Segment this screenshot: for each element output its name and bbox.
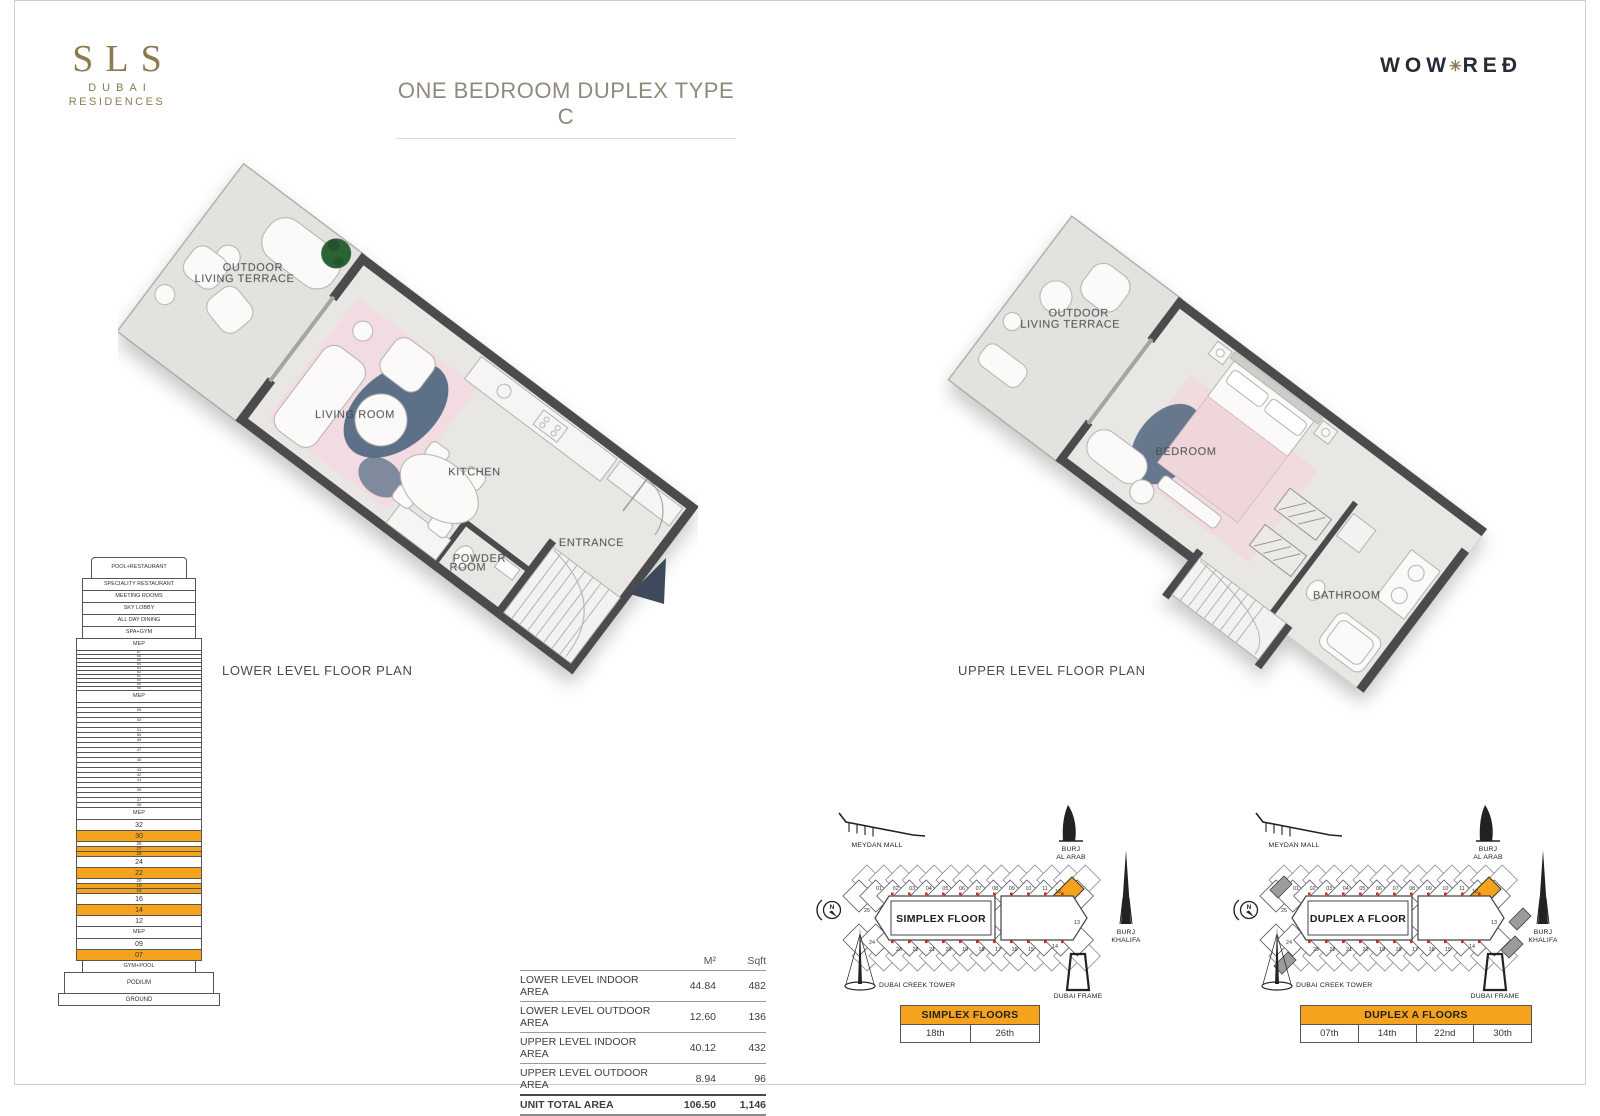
unit-entry-dot xyxy=(959,893,962,896)
unit-entry-dot xyxy=(925,893,928,896)
corridor-right xyxy=(1001,896,1087,940)
unit-number: 17 xyxy=(1412,947,1418,953)
unit-number: 09 xyxy=(1008,886,1015,892)
unit-entry-dot xyxy=(1359,893,1362,896)
wowred-wow: WOW xyxy=(1380,54,1452,77)
unit-entry-dot xyxy=(993,941,996,944)
unit-number: 02 xyxy=(1309,886,1316,892)
area-table-header: M² Sqft xyxy=(520,952,766,971)
page-title: ONE BEDROOM DUPLEX TYPE C xyxy=(396,78,736,139)
unit-entry-dot xyxy=(976,893,979,896)
sls-residences-logo xyxy=(52,40,182,108)
unit-number: 20 xyxy=(1362,947,1369,953)
area-table-row: LOWER LEVEL OUTDOOR AREA 12.60 136 xyxy=(520,1002,766,1033)
unit-entry-dot xyxy=(1308,893,1311,896)
tower-floor-row: SPECIALITY RESTAURANT xyxy=(82,578,196,591)
landmark-label: BURJ xyxy=(1478,846,1498,853)
tower-floor-row: 41 xyxy=(76,777,202,783)
unit-entry-dot xyxy=(925,941,928,944)
unit-entry-dot xyxy=(1427,941,1430,944)
tower-floor-row: MEP xyxy=(76,807,202,820)
unit-entry-dot xyxy=(993,893,996,896)
duplex-a-floors-table xyxy=(1300,1005,1532,1043)
landmark-label: DUBAI FRAME xyxy=(1053,993,1103,998)
unit-number: 10 xyxy=(1025,886,1032,892)
unit-number: 07 xyxy=(1392,886,1399,892)
unit-entry-dot xyxy=(942,941,945,944)
tower-floor-row: 12 xyxy=(76,915,202,927)
unit-entry-dot xyxy=(1308,941,1311,944)
unit-number: 13 xyxy=(1491,920,1497,926)
tower-floor-row: 59 xyxy=(76,682,202,687)
unit-number: 01 xyxy=(876,886,882,892)
tower-floor-row: 55 xyxy=(76,707,202,713)
unit-entry-dot xyxy=(1478,893,1481,896)
unit-number: 07 xyxy=(975,886,982,892)
unit-entry-dot xyxy=(1410,893,1413,896)
sls-logo-text: SLS xyxy=(72,38,174,80)
corridor-right xyxy=(1418,896,1504,940)
label-outdoor-terrace-1: OUTDOOR xyxy=(1048,307,1109,320)
tower-floor-row: 47 xyxy=(76,747,202,753)
tower-floor-row: 20 xyxy=(76,878,202,884)
label-outdoor-terrace-2: LIVING TERRACE xyxy=(194,273,295,286)
landmark-label: DUBAI CREEK TOWER xyxy=(879,982,956,989)
tower-floor-row: SPA+GYM xyxy=(82,626,196,639)
tower-floor-row: 45 xyxy=(76,757,202,763)
tower-floor-row: PODIUM xyxy=(64,972,214,994)
tower-floor-row: 07 xyxy=(76,949,202,961)
unit-number: 09 xyxy=(1425,886,1432,892)
tower-floor-row: MEP xyxy=(76,690,202,703)
unit-entry-dot xyxy=(976,941,979,944)
floor-type-label: DUPLEX A FLOOR xyxy=(1309,913,1407,925)
tower-floor-row: 60 xyxy=(76,678,202,683)
burj-al-arab-icon xyxy=(1063,805,1076,841)
tower-floor-row: GYM+POOL xyxy=(82,960,196,973)
floors-table-cell: 30th xyxy=(1473,1025,1531,1042)
unit-entry-dot xyxy=(1044,893,1047,896)
tower-floor-row: 51 xyxy=(76,727,202,733)
floors-table-cells xyxy=(901,1025,1039,1042)
sls-logo-sub-dubai: DUBAI xyxy=(88,82,152,94)
tower-floor-row: 37 xyxy=(76,797,202,803)
unit-number: 20 xyxy=(945,947,952,953)
unit-number: 08 xyxy=(992,886,999,892)
unit-number: 18 xyxy=(978,947,985,953)
unit-number: 02 xyxy=(892,886,899,892)
unit-number: 17 xyxy=(995,947,1001,953)
unit-number: 11 xyxy=(1042,886,1048,892)
tower-floor-row: ALL DAY DINING xyxy=(82,614,196,627)
upper-plan-caption: UPPER LEVEL FLOOR PLAN xyxy=(958,663,1146,678)
landmark-label: BURJ xyxy=(1061,846,1081,853)
floors-table-title: SIMPLEX FLOORS xyxy=(901,1006,1039,1025)
label-powder-1: POWDER xyxy=(452,552,507,565)
unit-entry-dot xyxy=(1444,941,1447,944)
tower-floor-row: 53 xyxy=(76,717,202,723)
entrance-arrow-icon xyxy=(620,550,680,612)
unit-number: 05 xyxy=(942,886,949,892)
tower-floor-row: 42 xyxy=(76,772,202,778)
unit-number: 03 xyxy=(909,886,916,892)
landmark-label: KHALIFA xyxy=(1111,937,1141,944)
svg-text:N: N xyxy=(829,904,835,911)
tower-floor-row: GROUND xyxy=(58,993,220,1006)
unit-number: 19 xyxy=(1379,947,1385,953)
area-table xyxy=(520,952,766,1116)
unit-entry-dot xyxy=(1342,893,1345,896)
tower-floor-row: 62 xyxy=(76,670,202,675)
sls-logo-sub-residences: RESIDENCES xyxy=(68,96,166,108)
landmark-label: BURJ xyxy=(1116,929,1136,936)
unit-number: 22 xyxy=(1329,947,1336,953)
tower-floor-row: SKY LOBBY xyxy=(82,602,196,615)
unit-entry-dot xyxy=(908,941,911,944)
tower-floor-row: 22 xyxy=(76,867,202,879)
unit-entry-dot xyxy=(1027,893,1030,896)
unit-entry-dot xyxy=(1325,893,1328,896)
unit-number: 12 xyxy=(1472,889,1478,895)
unit-number: 25 xyxy=(1281,908,1287,914)
wowred-d: Đ xyxy=(1501,54,1522,77)
unit-number: 19 xyxy=(962,947,968,953)
unit-number: 06 xyxy=(1376,886,1382,892)
unit-number: 24 xyxy=(869,940,875,946)
unit-number: 13 xyxy=(1074,920,1080,926)
burj-al-arab-icon xyxy=(1480,805,1493,841)
gray-unit xyxy=(1509,908,1531,930)
wowred-logo xyxy=(1380,54,1522,78)
floors-table-cell: 22nd xyxy=(1416,1025,1474,1042)
unit-entry-dot xyxy=(1393,941,1396,944)
duplex-a-floor-site-plan xyxy=(1232,798,1562,998)
unit-number: 24 xyxy=(1286,940,1292,946)
tower-floor-row: 50 xyxy=(76,732,202,738)
tower-floor-row: 64 xyxy=(76,662,202,667)
tower-floor-row: 66 xyxy=(76,654,202,659)
landmark-label: AL ARAB xyxy=(1473,854,1503,861)
unit-number: 16 xyxy=(1428,947,1435,953)
unit-entry-dot xyxy=(1027,941,1030,944)
landmark-label: AL ARAB xyxy=(1056,854,1086,861)
landmark-label: DUBAI CREEK TOWER xyxy=(1296,982,1373,989)
tower-floor-row: 63 xyxy=(76,666,202,671)
north-compass-icon xyxy=(1234,900,1258,920)
label-kitchen: KITCHEN xyxy=(448,466,501,479)
floors-table-cell: 18th xyxy=(926,1028,945,1039)
simplex-floors-table xyxy=(900,1005,1040,1043)
floors-table-cell: 26th xyxy=(970,1025,1040,1042)
tower-floor-row: 28 xyxy=(76,841,202,847)
wowred-re: RE xyxy=(1462,54,1502,77)
unit-number: 04 xyxy=(925,886,932,892)
tower-floor-row: 32 xyxy=(76,819,202,831)
unit-entry-dot xyxy=(1461,941,1464,944)
unit-number: 14 xyxy=(1469,944,1475,950)
unit-entry-dot xyxy=(1376,941,1379,944)
unit-entry-dot xyxy=(1461,893,1464,896)
unit-number: 21 xyxy=(1346,947,1352,953)
tower-floor-row: 65 xyxy=(76,658,202,663)
unit-entry-dot xyxy=(1359,941,1362,944)
unit-number: 23 xyxy=(896,947,902,953)
label-bathroom: BATHROOM xyxy=(1313,589,1381,602)
floors-table-cells xyxy=(1301,1025,1531,1042)
tower-floor-row: 58 xyxy=(76,686,202,691)
unit-entry-dot xyxy=(1393,893,1396,896)
tower-floor-row: 67 xyxy=(76,650,202,655)
upper-level-floor-plan xyxy=(938,164,1498,724)
unit-number: 11 xyxy=(1459,886,1465,892)
unit-entry-dot xyxy=(959,941,962,944)
floors-table-cell: 07th xyxy=(1320,1028,1339,1039)
floors-table-cell: 14th xyxy=(1358,1025,1416,1042)
landmark-label: BURJ xyxy=(1533,929,1553,936)
unit-number: 22 xyxy=(912,947,919,953)
tower-floor-row: 27 xyxy=(76,846,202,852)
lower-plan-caption: LOWER LEVEL FLOOR PLAN xyxy=(222,663,413,678)
unit-entry-dot xyxy=(1376,893,1379,896)
landmark-label: KHALIFA xyxy=(1528,937,1558,944)
unit-number: 06 xyxy=(959,886,965,892)
unit-number: 15 xyxy=(1028,947,1034,953)
unit-number: 14 xyxy=(1052,944,1058,950)
label-entrance: ENTRANCE xyxy=(558,537,625,550)
unit-number: 18 xyxy=(1395,947,1402,953)
tower-floor-row: 26 xyxy=(76,851,202,857)
unit-entry-dot xyxy=(1044,941,1047,944)
unit-entry-dot xyxy=(1010,941,1013,944)
tower-floor-row: 35 xyxy=(76,802,202,808)
unit-entry-dot xyxy=(1478,941,1481,944)
unit-number: 10 xyxy=(1442,886,1449,892)
unit-entry-dot xyxy=(891,941,894,944)
label-outdoor-terrace-2: LIVING TERRACE xyxy=(1020,318,1121,331)
tower-floor-row: 16 xyxy=(76,893,202,905)
landmark-label: MEYDAN MALL xyxy=(1268,842,1320,849)
tower-floor-row: 61 xyxy=(76,674,202,679)
burj-khalifa-icon xyxy=(1121,850,1131,924)
label-powder-2: ROOM xyxy=(449,561,487,574)
unit-entry-dot xyxy=(908,893,911,896)
area-table-row: UPPER LEVEL INDOOR AREA 40.12 432 xyxy=(520,1033,766,1064)
landmark-label: DUBAI FRAME xyxy=(1470,993,1520,998)
unit-entry-dot xyxy=(1444,893,1447,896)
unit-number: 03 xyxy=(1326,886,1333,892)
tower-floor-row: MEP xyxy=(76,926,202,939)
unit-entry-dot xyxy=(891,893,894,896)
simplex-floor-site-plan xyxy=(815,798,1145,998)
floor-type-label: SIMPLEX FLOOR xyxy=(896,913,986,925)
tower-floor-row: MEETING ROOMS xyxy=(82,590,196,603)
meydan-mall-icon xyxy=(839,813,925,836)
tower-floor-row: 43 xyxy=(76,767,202,773)
unit-entry-dot xyxy=(1061,941,1064,944)
unit-entry-dot xyxy=(1010,893,1013,896)
unit-entry-dot xyxy=(942,893,945,896)
unit-entry-dot xyxy=(1325,941,1328,944)
tower-floor-row: 24 xyxy=(76,856,202,868)
tower-floor-row: 19 xyxy=(76,883,202,889)
area-table-row: UPPER LEVEL OUTDOOR AREA 8.94 96 xyxy=(520,1064,766,1096)
meydan-mall-icon xyxy=(1256,813,1342,836)
svg-text:N: N xyxy=(1246,904,1252,911)
unit-entry-dot xyxy=(1061,893,1064,896)
unit-number: 08 xyxy=(1409,886,1416,892)
unit-entry-dot xyxy=(1342,941,1345,944)
unit-number: 04 xyxy=(1342,886,1349,892)
area-table-row: LOWER LEVEL INDOOR AREA 44.84 482 xyxy=(520,971,766,1002)
unit-number: 12 xyxy=(1055,889,1061,895)
unit-number: 25 xyxy=(864,908,870,914)
unit-number: 23 xyxy=(1313,947,1319,953)
landmark-label: MEYDAN MALL xyxy=(851,842,903,849)
tower-floor-row: 49 xyxy=(76,737,202,743)
tower-floor-row: 30 xyxy=(76,830,202,842)
north-compass-icon xyxy=(817,900,841,920)
tower-floor-row: 39 xyxy=(76,787,202,793)
label-outdoor-terrace-1: OUTDOOR xyxy=(222,261,284,274)
burj-khalifa-icon xyxy=(1538,850,1548,924)
unit-number: 15 xyxy=(1445,947,1451,953)
starburst-icon: ✳ xyxy=(1449,58,1462,75)
unit-entry-dot xyxy=(1427,893,1430,896)
floors-table-title: DUPLEX A FLOORS xyxy=(1301,1006,1531,1025)
tower-cap-row: POOL+RESTAURANT xyxy=(91,557,187,579)
label-living-room: LIVING ROOM xyxy=(315,408,395,421)
unit-number: 05 xyxy=(1359,886,1366,892)
unit-number: 16 xyxy=(1011,947,1018,953)
tower-floor-row: 09 xyxy=(76,938,202,950)
unit-entry-dot xyxy=(1410,941,1413,944)
label-bedroom: BEDROOM xyxy=(1155,445,1217,458)
tower-elevation-diagram xyxy=(52,558,226,1006)
tower-floor-row: 18 xyxy=(76,888,202,894)
tower-floor-row: MEP xyxy=(76,638,202,651)
unit-number: 21 xyxy=(929,947,935,953)
tower-floor-row: 14 xyxy=(76,904,202,916)
unit-number: 01 xyxy=(1293,886,1299,892)
area-table-total-row: UNIT TOTAL AREA 106.50 1,146 xyxy=(520,1095,766,1115)
